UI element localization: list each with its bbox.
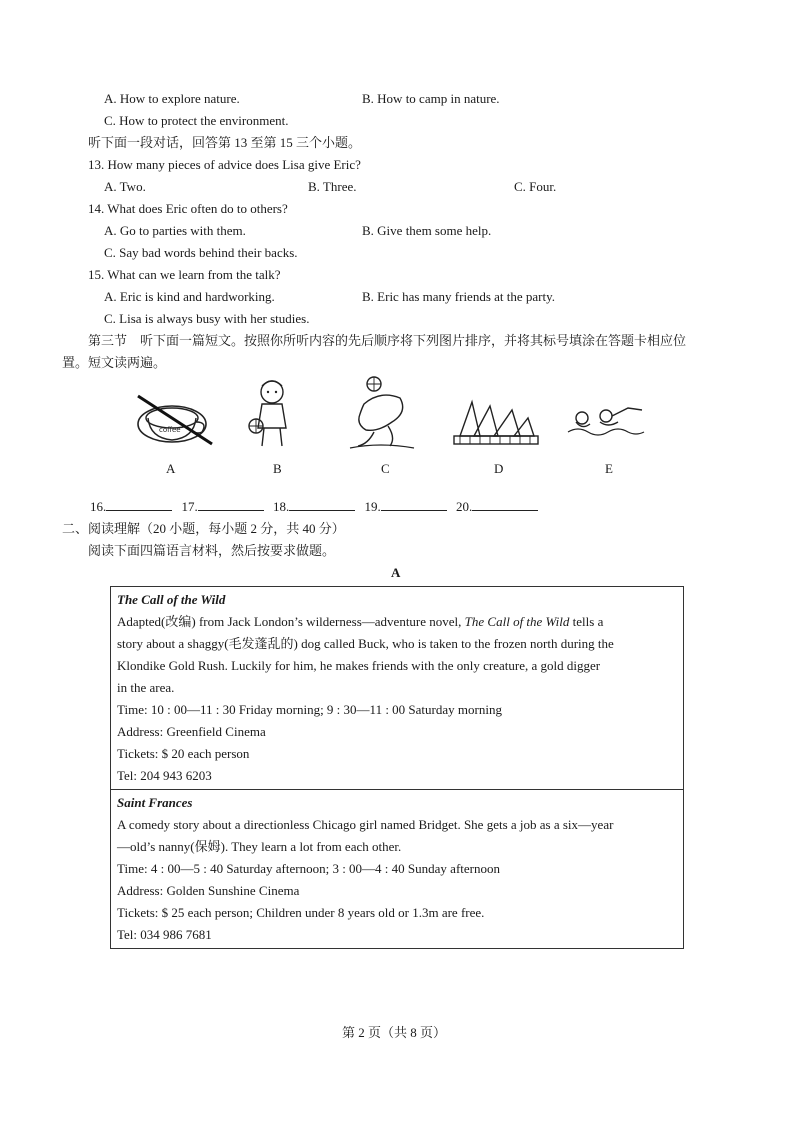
q15-option-a: A. Eric is kind and hardworking.: [104, 289, 275, 304]
answer-blanks: [90, 496, 538, 518]
movie-1-address: Address: Greenfield Cinema: [117, 724, 266, 739]
section3-instruction-line1: 第三节 听下面一篇短文。按照你所听内容的先后顺序将下列图片排序，并将其标号填涂在答题卡相应位: [88, 333, 687, 348]
movie-1-tickets: Tickets: $ 20 each person: [117, 746, 250, 761]
blank-17[interactable]: [198, 496, 264, 511]
q13-stem: 13. How many pieces of advice does Lisa give Eric?: [88, 157, 361, 172]
blank-18[interactable]: [289, 496, 355, 511]
boy-basketball-icon: [244, 376, 300, 452]
coffee-cup-text: coffee: [159, 426, 181, 434]
movie-1-description-line2: story about a shaggy(毛发蓬乱的) dog called Buck, who is taken to the frozen north during the: [117, 636, 614, 651]
picture-label-d: D: [494, 461, 504, 476]
reading-instruction: 阅读下面四篇语言材料，然后按要求做题。: [88, 543, 336, 558]
blank-label-20: 20.: [456, 499, 473, 514]
movie-1-description-line1: Adapted(改编) from Jack London’s wilderness—adventure novel, The Call of the Wild tells a: [117, 614, 604, 629]
movie-2-description-line2: —old’s nanny(保姆). They learn a lot from each other.: [117, 839, 402, 854]
movie-2-description-line1: A comedy story about a directionless Chicago girl named Bridget. She gets a job as a six—year: [117, 817, 614, 832]
blank-19[interactable]: [381, 496, 447, 511]
blank-20[interactable]: [472, 496, 538, 511]
q13-option-c: C. Four.: [514, 179, 557, 194]
blank-label-16: 16.: [90, 499, 107, 514]
sydney-opera-house-icon: [450, 396, 542, 448]
q15-option-b: B. Eric has many friends at the party.: [362, 289, 556, 304]
movie-2-title: Saint Frances: [117, 795, 193, 810]
movie-1-time: Time: 10 : 00—11 : 30 Friday morning; 9 : 30—11 : 00 Saturday morning: [117, 702, 502, 717]
section3-instruction-line2: 置。短文读两遍。: [62, 355, 167, 370]
movie-1-cell: [111, 587, 683, 790]
q14-option-c: C. Say bad words behind their backs.: [104, 245, 298, 260]
q14-option-b: B. Give them some help.: [362, 223, 492, 238]
picture-label-c: C: [381, 461, 390, 476]
movie-2-tickets: Tickets: $ 25 each person; Children under 8 years old or 1.3m are free.: [117, 905, 485, 920]
blank-label-17: 17.: [181, 499, 198, 514]
q12-option-b: B. How to camp in nature.: [362, 91, 500, 106]
movie-1-description-line3: Klondike Gold Rush. Luckily for him, he makes friends with the only creature, a gold digger: [117, 658, 601, 673]
q13-option-a: A. Two.: [104, 179, 146, 194]
people-swimming-icon: [566, 400, 646, 444]
coffee-cup-crossed-icon: [132, 392, 216, 448]
movie-1-title: The Call of the Wild: [117, 592, 226, 607]
blank-16[interactable]: [106, 496, 172, 511]
picture-label-a: A: [166, 461, 176, 476]
movie-1-tel: Tel: 204 943 6203: [117, 768, 212, 783]
movie-1-description-line4: in the area.: [117, 680, 175, 695]
movie-2-address: Address: Golden Sunshine Cinema: [117, 883, 300, 898]
picture-label-e: E: [605, 461, 613, 476]
q12-option-c: C. How to protect the environment.: [104, 113, 289, 128]
page-footer: 第 2 页（共 8 页）: [342, 1025, 447, 1040]
movie-2-cell: [111, 790, 683, 948]
q14-stem: 14. What does Eric often do to others?: [88, 201, 288, 216]
q14-option-a: A. Go to parties with them.: [104, 223, 246, 238]
dolphin-ball-icon: [344, 374, 420, 458]
blank-label-19: 19.: [364, 499, 381, 514]
q15-stem: 15. What can we learn from the talk?: [88, 267, 281, 282]
passage-label: A: [391, 565, 401, 580]
movie-2-tel: Tel: 034 986 7681: [117, 927, 212, 942]
listening-intro-13-15: 听下面一段对话，回答第 13 至第 15 三个小题。: [88, 135, 362, 150]
picture-label-b: B: [273, 461, 282, 476]
movie-listing-box: [110, 586, 684, 949]
movie-2-time: Time: 4 : 00—5 : 40 Saturday afternoon; 3 : 00—4 : 40 Sunday afternoon: [117, 861, 500, 876]
q13-option-b: B. Three.: [308, 179, 357, 194]
q15-option-c: C. Lisa is always busy with her studies.: [104, 311, 310, 326]
q12-option-a: A. How to explore nature.: [104, 91, 240, 106]
blank-label-18: 18.: [273, 499, 290, 514]
reading-heading: 二、阅读理解（20 小题，每小题 2 分，共 40 分）: [62, 521, 345, 536]
